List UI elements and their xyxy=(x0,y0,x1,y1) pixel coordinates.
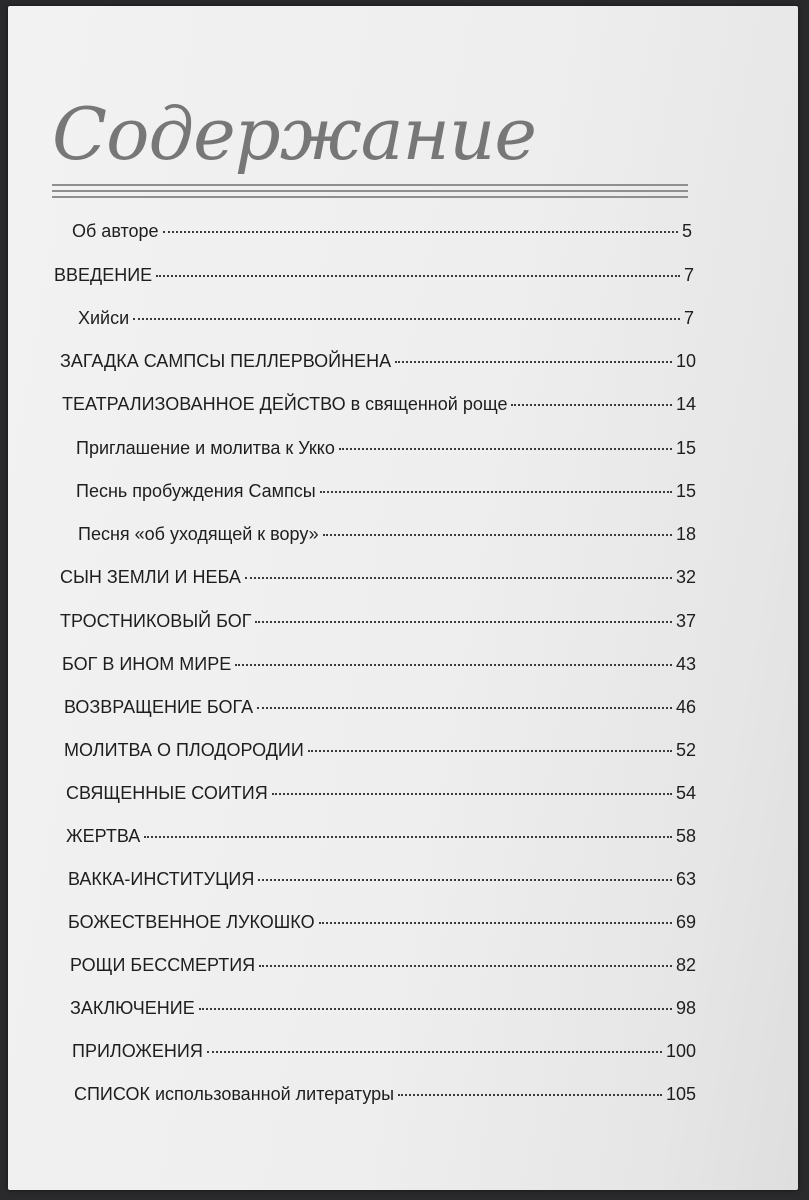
toc-entry-title: БОЖЕСТВЕННОЕ ЛУКОШКО xyxy=(68,912,315,932)
toc-leader xyxy=(258,879,672,881)
toc-entry xyxy=(66,824,696,848)
toc-entry xyxy=(68,910,696,934)
toc-entry-page: 15 xyxy=(675,481,696,501)
toc-entry-title: СЫН ЗЕМЛИ И НЕБА xyxy=(60,567,241,587)
toc-leader xyxy=(320,491,672,493)
toc-entry-title: БОГ В ИНОМ МИРЕ xyxy=(62,654,232,674)
toc-entry xyxy=(68,867,696,891)
toc-entry-title: ЗАГАДКА САМПСЫ ПЕЛЛЕРВОЙНЕНА xyxy=(60,351,392,371)
toc-entry-page: 18 xyxy=(675,524,696,544)
toc-entry-title: ВОЗВРАЩЕНИЕ БОГА xyxy=(64,697,254,717)
toc-entry-page: 63 xyxy=(675,869,696,889)
toc-entry-page: 10 xyxy=(675,351,696,371)
toc-entry xyxy=(72,219,692,243)
toc-entry-page: 54 xyxy=(675,783,696,803)
toc-entry-title: СВЯЩЕННЫЕ СОИТИЯ xyxy=(66,783,268,803)
toc-entry-title: Песнь пробуждения Сампсы xyxy=(76,481,316,501)
toc-leader xyxy=(245,577,672,579)
toc-entry-page: 82 xyxy=(675,955,696,975)
toc-leader xyxy=(255,621,672,623)
toc-leader xyxy=(395,361,672,363)
toc-entry-page: 14 xyxy=(675,394,696,414)
toc-leader xyxy=(259,965,672,967)
toc-entry-page: 98 xyxy=(675,998,696,1018)
toc-entry-page: 15 xyxy=(675,438,696,458)
toc-leader xyxy=(133,318,680,320)
toc-entry-title: СПИСОК использованной литературы xyxy=(74,1084,395,1104)
toc-entry-title: Песня «об уходящей к вору» xyxy=(78,524,319,544)
toc-leader xyxy=(511,404,672,406)
toc-leader xyxy=(207,1051,662,1053)
toc-entry-title: Хийси xyxy=(78,308,130,328)
toc-leader xyxy=(199,1008,672,1010)
toc-entry-title: Об авторе xyxy=(72,221,159,241)
toc-entry-title: ТЕАТРАЛИЗОВАННОЕ ДЕЙСТВО в священной роще xyxy=(62,394,508,414)
toc-entry xyxy=(78,306,694,330)
toc-entry xyxy=(64,738,696,762)
toc-entry-title: ВВЕДЕНИЕ xyxy=(54,265,153,285)
toc-entry-page: 7 xyxy=(683,308,694,328)
toc-entry-page: 32 xyxy=(675,567,696,587)
toc-entry-page: 43 xyxy=(675,654,696,674)
toc-entry xyxy=(76,479,696,503)
toc-leader xyxy=(272,793,672,795)
toc-entry-page: 58 xyxy=(675,826,696,846)
table-of-contents xyxy=(8,6,798,1190)
toc-entry-page: 46 xyxy=(675,697,696,717)
toc-entry-page: 7 xyxy=(683,265,694,285)
toc-entry-title: ВАККА-ИНСТИТУЦИЯ xyxy=(68,869,255,889)
toc-entry xyxy=(70,996,696,1020)
toc-entry-page: 69 xyxy=(675,912,696,932)
toc-leader xyxy=(163,231,678,233)
toc-entry xyxy=(66,781,696,805)
toc-leader xyxy=(319,922,672,924)
toc-entry xyxy=(64,695,696,719)
toc-entry-title: Приглашение и молитва к Укко xyxy=(76,438,335,458)
page-title: Содержание xyxy=(52,92,536,176)
toc-entry xyxy=(62,652,696,676)
toc-entry-page: 5 xyxy=(681,221,692,241)
toc-entry xyxy=(60,349,696,373)
toc-entry-title: ЖЕРТВА xyxy=(66,826,141,846)
toc-leader xyxy=(323,534,672,536)
toc-entry-title: ЗАКЛЮЧЕНИЕ xyxy=(70,998,195,1018)
toc-entry xyxy=(78,522,696,546)
toc-entry xyxy=(60,565,696,589)
toc-entry-title: ПРИЛОЖЕНИЯ xyxy=(72,1041,203,1061)
toc-entry-page: 105 xyxy=(665,1084,696,1104)
toc-entry xyxy=(62,392,696,416)
toc-leader xyxy=(235,664,672,666)
toc-entry xyxy=(54,263,694,287)
toc-leader xyxy=(144,836,672,838)
toc-leader xyxy=(339,448,672,450)
toc-entry xyxy=(76,436,696,460)
toc-leader xyxy=(156,275,680,277)
toc-entry xyxy=(72,1039,696,1063)
toc-entry xyxy=(70,953,696,977)
toc-leader xyxy=(308,750,672,752)
toc-entry-title: МОЛИТВА О ПЛОДОРОДИИ xyxy=(64,740,304,760)
toc-entry-page: 100 xyxy=(665,1041,696,1061)
toc-leader xyxy=(257,707,672,709)
toc-entry xyxy=(60,609,696,633)
toc-entry xyxy=(74,1082,696,1106)
toc-entry-title: ТРОСТНИКОВЫЙ БОГ xyxy=(60,611,252,631)
toc-entry-title: РОЩИ БЕССМЕРТИЯ xyxy=(70,955,256,975)
toc-leader xyxy=(398,1094,662,1096)
toc-entry-page: 52 xyxy=(675,740,696,760)
toc-entry-page: 37 xyxy=(675,611,696,631)
book-page xyxy=(8,6,798,1190)
